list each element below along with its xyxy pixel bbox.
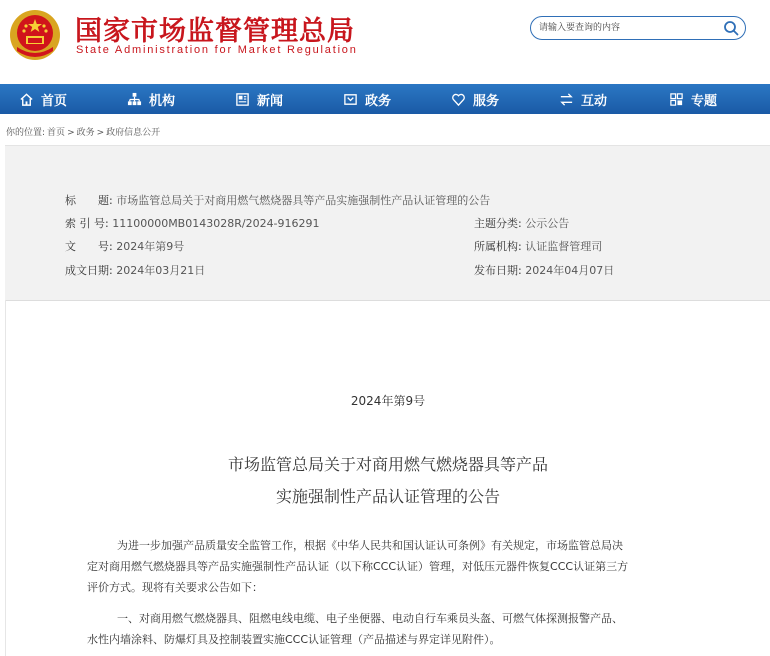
nav-item-news[interactable]	[235, 84, 283, 114]
info-docno-row	[65, 238, 184, 254]
info-created-row	[65, 262, 205, 278]
national-emblem-icon[interactable]	[9, 9, 61, 61]
article-body	[5, 300, 770, 656]
paragraph	[87, 535, 690, 598]
breadcrumb-separator: >	[67, 128, 75, 138]
info-published-row	[474, 262, 614, 278]
site-header	[0, 0, 770, 84]
nav-item-gov[interactable]	[343, 84, 391, 114]
article-title-line1: 市场监管总局关于对商用燃气燃烧器具等产品	[227, 455, 548, 474]
topic-icon	[669, 92, 684, 107]
info-value: 2024年第9号	[116, 240, 185, 253]
nav-item-home[interactable]	[19, 84, 67, 114]
info-label: 标 题:	[65, 194, 113, 207]
document-info-panel	[5, 145, 770, 301]
info-label: 发布日期:	[474, 264, 522, 277]
paragraph-line: 定对商用燃气燃烧器具等产品实施强制性产品认证（以下称CCC认证）管理，对低压元器件恢复CCC认证第三方	[87, 560, 629, 573]
nav-label: 服务	[473, 93, 500, 109]
info-value: 公示公告	[525, 217, 570, 230]
news-icon	[235, 92, 250, 107]
info-index-row	[65, 215, 320, 231]
document-number: 2024年第9号	[350, 394, 426, 408]
nav-label: 互动	[581, 93, 608, 109]
site-title[interactable]: 国家市场监督管理总局	[75, 16, 355, 47]
info-label: 主题分类:	[474, 217, 522, 230]
nav-label: 首页	[41, 93, 68, 109]
nav-item-interact[interactable]	[559, 84, 607, 114]
breadcrumb-link[interactable]: 政府信息公开	[106, 128, 161, 138]
search-icon[interactable]	[723, 20, 739, 36]
info-value: 市场监管总局关于对商用燃气燃烧器具等产品实施强制性产品认证管理的公告	[116, 194, 491, 207]
nav-item-service[interactable]	[451, 84, 499, 114]
info-value: 2024年04月07日	[525, 264, 615, 277]
org-icon	[127, 92, 142, 107]
service-icon	[451, 92, 466, 107]
breadcrumb	[6, 125, 162, 138]
info-org-row	[474, 238, 602, 254]
breadcrumb-link[interactable]: 首页	[47, 128, 66, 138]
info-value: 2024年03月21日	[116, 264, 206, 277]
nav-item-topic[interactable]	[669, 84, 717, 114]
nav-item-org[interactable]	[127, 84, 175, 114]
paragraph-line: 评价方式。现将有关要求公告如下：	[87, 581, 263, 594]
main-nav	[0, 84, 770, 114]
breadcrumb-separator: >	[96, 128, 105, 138]
breadcrumb-prefix: 你的位置:	[6, 128, 46, 138]
home-icon	[19, 92, 34, 107]
paragraph-line: 水性内墙涂料、防爆灯具及控制装置实施CCC认证管理（产品描述与界定详见附件）。	[87, 633, 501, 646]
info-category-row	[474, 215, 569, 231]
search-box	[530, 16, 746, 40]
info-label: 成文日期:	[65, 264, 113, 277]
article-title-line2: 实施强制性产品认证管理的公告	[275, 487, 500, 506]
search-input[interactable]	[539, 20, 719, 36]
breadcrumb-link[interactable]: 政务	[76, 128, 95, 138]
paragraph-line: 为进一步加强产品质量安全监管工作，根据《中华人民共和国认证认可条例》有关规定，市场监管总局决	[117, 539, 623, 552]
nav-label: 专题	[691, 93, 718, 109]
paragraph-line: 一、对商用燃气燃烧器具、阻燃电线电缆、电子坐便器、电动自行车乘员头盔、可燃气体探测报警产品、	[117, 612, 623, 625]
nav-label: 政务	[365, 93, 392, 109]
info-value: 认证监督管理司	[525, 240, 603, 253]
info-value: 11100000MB0143028R/2024-916291	[112, 217, 320, 230]
nav-label: 新闻	[257, 93, 284, 109]
interact-icon	[559, 92, 574, 107]
info-label: 文 号:	[65, 240, 113, 253]
site-subtitle: State Administration for Market Regulation	[76, 44, 358, 56]
paragraph	[87, 608, 690, 650]
info-title-row	[65, 192, 490, 208]
info-label: 所属机构:	[474, 240, 522, 253]
info-label: 索 引 号:	[65, 217, 109, 230]
nav-label: 机构	[149, 93, 176, 109]
gov-icon	[343, 92, 358, 107]
